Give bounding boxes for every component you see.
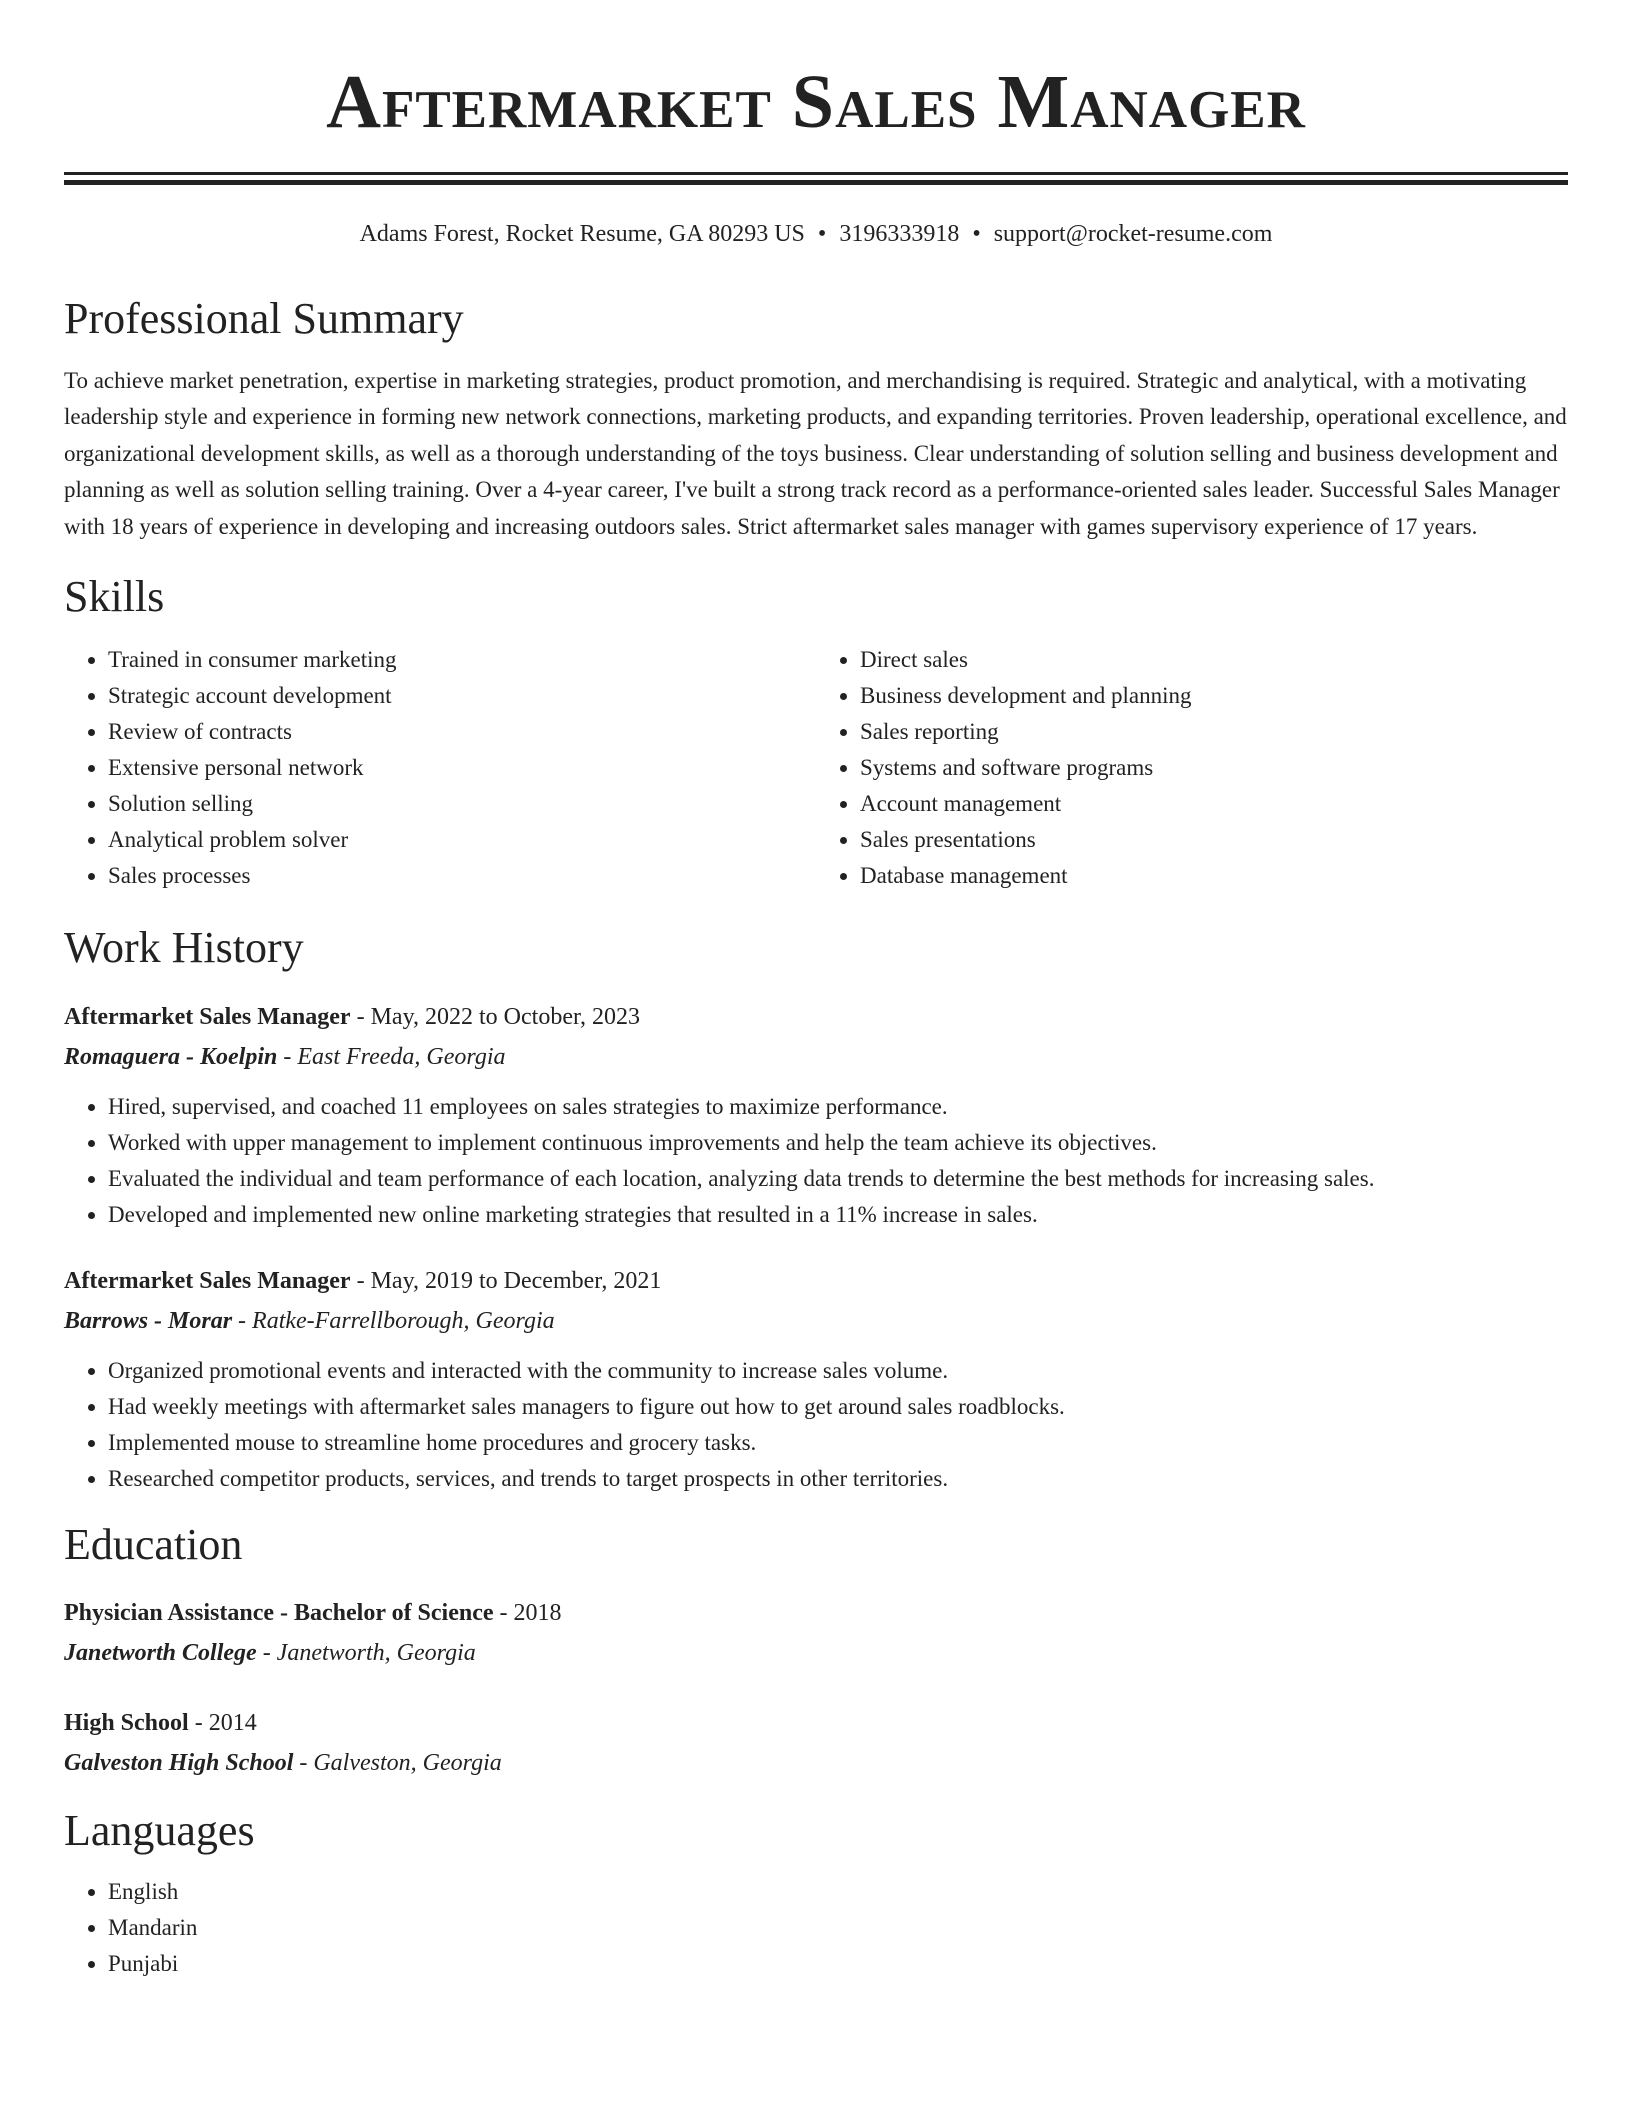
education-year: - 2018 [493, 1600, 562, 1627]
education-heading: Education [64, 1519, 243, 1569]
job-bullets [64, 1089, 1568, 1233]
language-item: • English [108, 1874, 1568, 1910]
job-title: Aftermarket Sales Manager [64, 1003, 351, 1030]
skill-item: • Analytical problem solver [108, 822, 816, 858]
job-bullet: • Implemented mouse to streamline home procedures and grocery tasks. [108, 1425, 1568, 1461]
language-item: • Punjabi [108, 1946, 1568, 1982]
header-divider-thin [64, 172, 1568, 175]
job-title-line [64, 997, 1568, 1037]
job-company-line [64, 1301, 1568, 1341]
job-entry [64, 1261, 1568, 1497]
job-dates: - May, 2019 to December, 2021 [350, 1267, 662, 1294]
resume-name: Aftermarket Sales Manager [326, 60, 1306, 144]
contact-separator: • [817, 221, 827, 247]
job-bullet: • Researched competitor products, services, and trends to target prospects in other territories. [108, 1461, 1568, 1497]
job-entry [64, 997, 1568, 1233]
skill-item: • Strategic account development [108, 678, 816, 714]
resume-page [64, 0, 1568, 1982]
education-location: - Galveston, Georgia [293, 1750, 502, 1777]
education-entry [64, 1703, 1568, 1783]
skill-item: • Sales reporting [860, 714, 1568, 750]
skill-item: • Database management [860, 858, 1568, 894]
skills-grid [64, 642, 1568, 894]
contact-phone: 3196333918 [839, 221, 960, 247]
skills-section [64, 571, 1568, 894]
education-degree: Physician Assistance - Bachelor of Science [64, 1600, 494, 1627]
job-title: Aftermarket Sales Manager [64, 1267, 351, 1294]
languages-heading: Languages [64, 1806, 255, 1856]
job-dates: - May, 2022 to October, 2023 [350, 1003, 641, 1030]
job-bullet: • Hired, supervised, and coached 11 employees on sales strategies to maximize performance. [108, 1089, 1568, 1125]
job-bullet: • Evaluated the individual and team performance of each location, analyzing data trends to determine the best methods for increasing sales. [108, 1161, 1568, 1197]
languages-section [64, 1805, 1568, 1982]
skill-item: • Account management [860, 786, 1568, 822]
job-title-line [64, 1261, 1568, 1301]
languages-list [64, 1874, 1568, 1982]
education-school: Janetworth College [64, 1640, 257, 1667]
job-bullet: • Had weekly meetings with aftermarket sales managers to figure out how to get around sales roadblocks. [108, 1389, 1568, 1425]
education-section [64, 1519, 1568, 1784]
skill-item: • Sales presentations [860, 822, 1568, 858]
job-bullet: • Developed and implemented new online marketing strategies that resulted in a 11% increase in sales. [108, 1197, 1568, 1233]
job-company: Romaguera - Koelpin [64, 1043, 278, 1070]
skill-item: • Review of contracts [108, 714, 816, 750]
skills-list-right [816, 642, 1568, 894]
education-school-line [64, 1633, 1568, 1673]
contact-address: Adams Forest, Rocket Resume, GA 80293 US [359, 221, 805, 247]
work-history-section [64, 922, 1568, 1497]
header-divider-thick [64, 180, 1568, 185]
education-degree: High School [64, 1710, 189, 1737]
summary-text: To achieve market penetration, expertise in marketing strategies, product promotion, and merchandising is required. Strategic and analytical, with a motivating leadership style and experience in forming new network connections, marketing products, and expanding territories. Proven leadership, operational excellence, and organizational development skills, as well as a thorough understanding of the toys business. Clear understanding of solution selling and business development and planning as well as solution selling training. Over a 4-year career, I've built a strong track record as a performance-oriented sales leader. Successful Sales Manager with 18 years of experience in developing and increasing outdoors sales. Strict aftermarket sales manager with games supervisory experience of 17 years. [64, 367, 1567, 539]
skills-list-left [64, 642, 816, 894]
language-item: • Mandarin [108, 1910, 1568, 1946]
job-bullet: • Organized promotional events and interacted with the community to increase sales volume. [108, 1353, 1568, 1389]
contact-email: support@rocket-resume.com [993, 221, 1273, 247]
skill-item: • Systems and software programs [860, 750, 1568, 786]
job-company-line [64, 1037, 1568, 1077]
contact-separator: • [972, 221, 981, 247]
skills-heading: Skills [64, 572, 165, 622]
job-bullet: • Worked with upper management to implement continuous improvements and help the team achieve its objectives. [108, 1125, 1568, 1161]
work-history-heading: Work History [64, 922, 304, 972]
education-school: Galveston High School [64, 1750, 294, 1777]
summary-section [64, 293, 1568, 545]
job-bullets [64, 1353, 1568, 1497]
skill-item: • Extensive personal network [108, 750, 816, 786]
job-company: Barrows - Morar [64, 1307, 233, 1334]
skill-item: • Direct sales [860, 642, 1568, 678]
education-entry [64, 1593, 1568, 1673]
job-location: - East Freeda, Georgia [277, 1043, 506, 1070]
education-degree-line [64, 1593, 1568, 1633]
skill-item: • Business development and planning [860, 678, 1568, 714]
skill-item: • Sales processes [108, 858, 816, 894]
education-school-line [64, 1743, 1568, 1783]
education-location: - Janetworth, Georgia [256, 1640, 476, 1667]
skill-item: • Solution selling [108, 786, 816, 822]
education-degree-line [64, 1703, 1568, 1743]
contact-line [64, 220, 1568, 249]
job-location: - Ratke-Farrellborough, Georgia [232, 1307, 555, 1334]
skill-item: • Trained in consumer marketing [108, 642, 816, 678]
summary-heading: Professional Summary [64, 293, 464, 343]
education-year: - 2014 [188, 1710, 257, 1737]
